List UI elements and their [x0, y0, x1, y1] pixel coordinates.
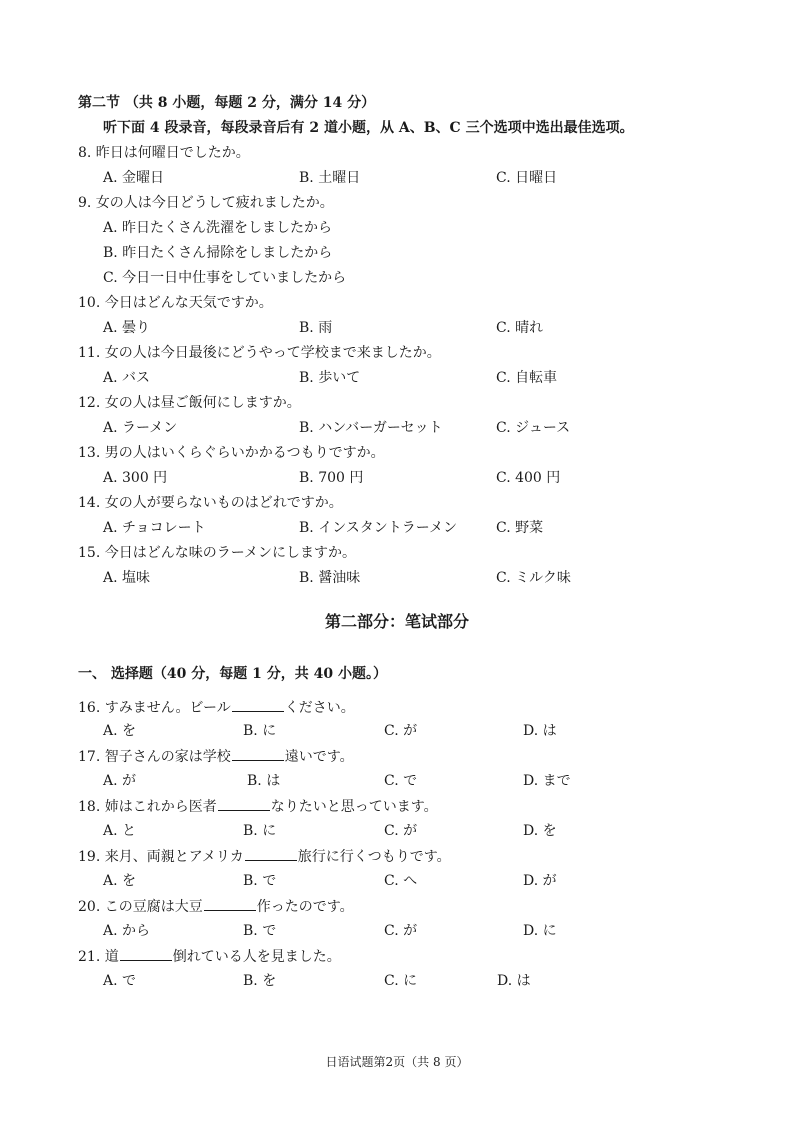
options-8 [0, 168, 794, 188]
question-12: 12. 女の人は昼ご飯何にしますか。 [78, 395, 301, 411]
option-d: D. を [523, 823, 557, 839]
option-b: B. ハンバーガーセット [299, 420, 443, 436]
option-c: C. へ [384, 873, 418, 889]
option-a: A. バス [103, 370, 151, 386]
question-text-end: 遠いです。 [284, 749, 354, 765]
option-b: B. に [243, 723, 277, 739]
question-15: 15. 今日はどんな味のラーメンにしますか。 [78, 545, 357, 561]
option-a: A. を [103, 873, 137, 889]
answer-blank [218, 796, 270, 811]
question-text: 20. この豆腐は大豆 [78, 899, 203, 915]
option-c: C. ジュース [496, 420, 571, 436]
question-text: 17. 智子さんの家は学校 [78, 749, 231, 765]
options-12 [0, 418, 794, 438]
option-b: B. 700 円 [299, 470, 364, 486]
option-a: A. 300 円 [103, 470, 168, 486]
options-13 [0, 468, 794, 488]
options-14 [0, 518, 794, 538]
question-21 [78, 946, 341, 967]
option-b: B. 醤油味 [299, 570, 361, 586]
option-d: D. まで [523, 773, 571, 789]
option-b: B. 土曜日 [299, 170, 361, 186]
options-21 [0, 971, 794, 991]
question-text: 19. 来月、両親とアメリカ [78, 849, 244, 865]
option-a: A. と [103, 823, 137, 839]
options-19 [0, 871, 794, 891]
options-16 [0, 721, 794, 741]
option-b: B. は [247, 773, 281, 789]
option-a: A. ラーメン [103, 420, 178, 436]
question-8: 8. 昨日は何曜日でしたか。 [78, 145, 250, 161]
options-17 [0, 771, 794, 791]
option-d: D. は [497, 973, 531, 989]
answer-blank [245, 846, 297, 861]
option-b: B. で [243, 873, 277, 889]
choice-section-title: 一、 选择题（40 分，每题 1 分，共 40 小题。） [78, 666, 387, 682]
option-a: A. 昨日たくさん洗濯をしましたから [103, 220, 333, 236]
options-20 [0, 921, 794, 941]
answer-blank [232, 746, 284, 761]
question-14: 14. 女の人が要らないものはどれですか。 [78, 495, 343, 511]
option-c: C. ミルク味 [496, 570, 571, 586]
question-20 [78, 896, 354, 917]
question-19 [78, 846, 451, 867]
section-instruction: 听下面 4 段录音，每段录音后有 2 道小题，从 A、B、C 三个选项中选出最佳选项。 [103, 120, 634, 136]
question-18 [78, 796, 438, 817]
question-text: 16. すみません。ビール [78, 700, 231, 716]
question-17 [78, 746, 354, 767]
question-text: 18. 姉はこれから医者 [78, 799, 217, 815]
question-text-end: 作ったのです。 [256, 899, 354, 915]
page-footer: 日语试题第2页（共 8 页） [325, 1055, 469, 1069]
option-d: D. に [523, 923, 557, 939]
option-c: C. 野菜 [496, 520, 544, 536]
option-d: D. は [523, 723, 557, 739]
question-13: 13. 男の人はいくらぐらいかかるつもりですか。 [78, 445, 385, 461]
question-text: 21. 道 [78, 949, 119, 965]
option-b: B. を [243, 973, 277, 989]
answer-blank [120, 946, 172, 961]
question-text-end: 倒れている人を見ました。 [172, 949, 341, 965]
option-c: C. が [384, 823, 418, 839]
option-c: C. 自転車 [496, 370, 558, 386]
question-text-end: 旅行に行くつもりです。 [297, 849, 451, 865]
option-a: A. 塩味 [103, 570, 151, 586]
answer-blank [232, 697, 284, 712]
option-b: B. に [243, 823, 277, 839]
answer-blank [204, 896, 256, 911]
options-11 [0, 368, 794, 388]
option-c: C. 日曜日 [496, 170, 558, 186]
question-10: 10. 今日はどんな天気ですか。 [78, 295, 273, 311]
option-a: A. 金曜日 [103, 170, 165, 186]
option-c: C. に [384, 973, 418, 989]
option-a: A. から [103, 923, 151, 939]
question-text-end: ください。 [284, 700, 355, 716]
option-c: C. 晴れ [496, 320, 544, 336]
section-title: 第二节 （共 8 小题，每题 2 分，满分 14 分） [78, 95, 376, 111]
option-d: D. が [523, 873, 557, 889]
options-10 [0, 318, 794, 338]
question-16 [78, 697, 355, 718]
option-c: C. 今日一日中仕事をしていましたから [103, 270, 347, 286]
option-b: B. インスタントラーメン [299, 520, 458, 536]
option-a: A. 曇り [103, 320, 151, 336]
option-c: C. が [384, 723, 418, 739]
option-c: C. が [384, 923, 418, 939]
option-b: B. で [243, 923, 277, 939]
question-9: 9. 女の人は今日どうして疲れましたか。 [78, 195, 334, 211]
option-c: C. 400 円 [496, 470, 561, 486]
option-a: A. を [103, 723, 137, 739]
option-a: A. チョコレート [103, 520, 206, 536]
options-18 [0, 821, 794, 841]
question-11: 11. 女の人は今日最後にどうやって学校まで来ましたか。 [78, 345, 441, 361]
option-c: C. で [384, 773, 418, 789]
option-b: B. 歩いて [299, 370, 361, 386]
option-a: A. が [103, 773, 137, 789]
option-b: B. 昨日たくさん掃除をしましたから [103, 245, 333, 261]
options-15 [0, 568, 794, 588]
part-heading: 第二部分：笔试部分 [324, 612, 469, 631]
option-a: A. で [103, 973, 137, 989]
question-text-end: なりたいと思っています。 [270, 799, 438, 815]
option-b: B. 雨 [299, 320, 333, 336]
